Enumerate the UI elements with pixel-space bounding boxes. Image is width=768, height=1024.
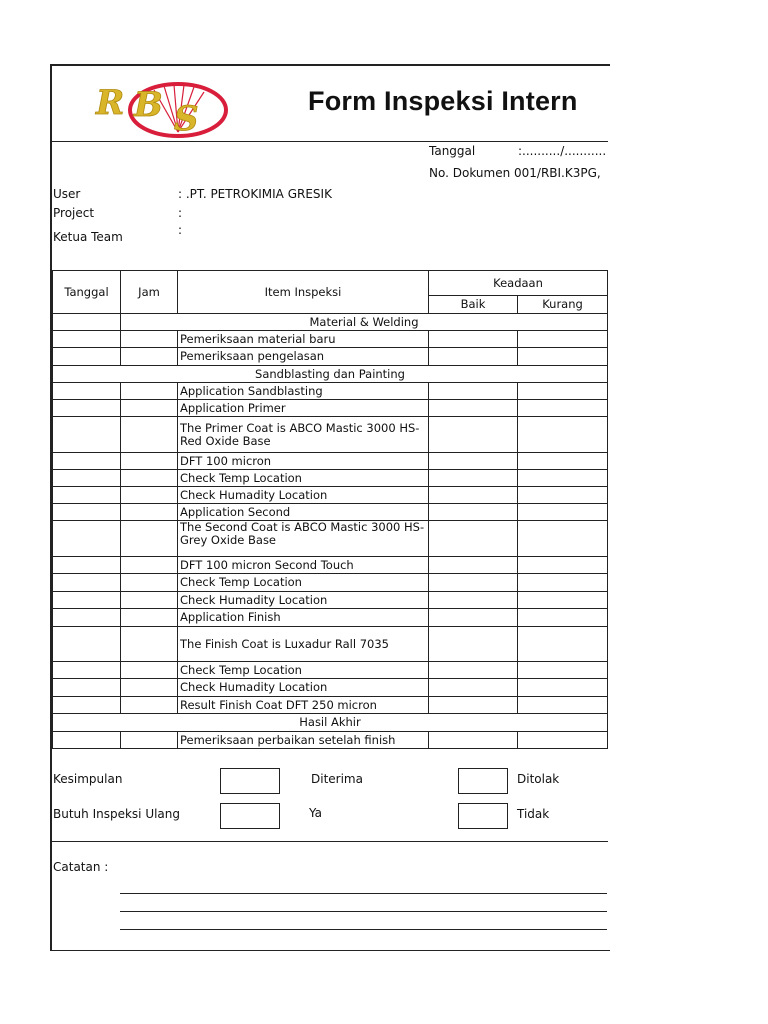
- ya-label: Ya: [309, 806, 323, 820]
- cell-kurang[interactable]: [518, 470, 608, 487]
- project-label: Project: [53, 206, 95, 220]
- cell-baik[interactable]: [429, 400, 518, 417]
- item-label: DFT 100 micron Second Touch: [178, 557, 429, 574]
- cell-jam[interactable]: [121, 679, 178, 697]
- table-row: [53, 609, 608, 627]
- cell-jam[interactable]: [121, 521, 178, 557]
- cell-baik[interactable]: [429, 609, 518, 627]
- user-value[interactable]: : .PT. PETROKIMIA GRESIK: [178, 187, 332, 201]
- catatan-line-2[interactable]: [120, 911, 607, 912]
- header-jam: Jam: [121, 271, 178, 314]
- ketua-label: Ketua Team: [53, 230, 123, 244]
- table-row: [53, 504, 608, 521]
- item-label: The Finish Coat is Luxadur Rall 7035: [178, 627, 429, 662]
- cell-tanggal[interactable]: [53, 504, 121, 521]
- table-row: [53, 417, 608, 453]
- cell-kurang[interactable]: [518, 697, 608, 714]
- catatan-label: Catatan :: [53, 860, 109, 874]
- tidak-label: Tidak: [517, 807, 550, 821]
- cell-baik[interactable]: [429, 679, 518, 697]
- cell-baik[interactable]: [429, 574, 518, 592]
- cell-baik[interactable]: [429, 470, 518, 487]
- cell-jam[interactable]: [121, 383, 178, 400]
- cell-tanggal[interactable]: [53, 574, 121, 592]
- user-label: User: [53, 187, 81, 201]
- item-label: DFT 100 micron: [178, 453, 429, 470]
- header-baik: Baik: [429, 296, 518, 314]
- header-divider: [52, 141, 608, 142]
- table-row: [53, 732, 608, 749]
- section-row: [53, 314, 608, 331]
- section-material: Material & Welding: [121, 314, 608, 331]
- cell-jam[interactable]: [121, 662, 178, 679]
- cell-tanggal[interactable]: [53, 331, 121, 348]
- cell-jam[interactable]: [121, 331, 178, 348]
- table-row: [53, 521, 608, 557]
- item-label: Check Temp Location: [178, 574, 429, 592]
- ditolak-checkbox[interactable]: [458, 768, 508, 794]
- header-tanggal: Tanggal: [53, 271, 121, 314]
- table-row: [53, 662, 608, 679]
- kesimpulan-label: Kesimpulan: [53, 772, 123, 786]
- section-row: [53, 714, 608, 732]
- cell-jam[interactable]: [121, 504, 178, 521]
- cell-baik[interactable]: [429, 331, 518, 348]
- cell-tanggal[interactable]: [53, 453, 121, 470]
- cell-jam[interactable]: [121, 574, 178, 592]
- svg-text:B: B: [134, 85, 163, 125]
- item-label: Application Primer: [178, 400, 429, 417]
- item-label: Pemeriksaan perbaikan setelah finish: [178, 732, 429, 749]
- item-label: Check Humadity Location: [178, 679, 429, 697]
- cell-baik[interactable]: [429, 662, 518, 679]
- svg-text:S: S: [174, 99, 199, 138]
- cell-tanggal[interactable]: [53, 417, 121, 453]
- diterima-label: Diterima: [311, 772, 363, 786]
- cell-tanggal[interactable]: [53, 592, 121, 609]
- section-hasil: Hasil Akhir: [53, 714, 608, 732]
- cell-tanggal[interactable]: [53, 662, 121, 679]
- cell-tanggal[interactable]: [53, 732, 121, 749]
- table-row: [53, 453, 608, 470]
- catatan-line-1[interactable]: [120, 893, 607, 894]
- table-row: [53, 400, 608, 417]
- cell-jam[interactable]: [121, 592, 178, 609]
- cell-kurang[interactable]: [518, 574, 608, 592]
- cell-jam[interactable]: [121, 732, 178, 749]
- cell-baik[interactable]: [429, 383, 518, 400]
- cell-baik[interactable]: [429, 453, 518, 470]
- table-row: [53, 348, 608, 366]
- cell-baik[interactable]: [429, 697, 518, 714]
- cell-baik[interactable]: [429, 592, 518, 609]
- item-label: Result Finish Coat DFT 250 micron: [178, 697, 429, 714]
- item-label: Check Temp Location: [178, 662, 429, 679]
- cell-tanggal[interactable]: [53, 470, 121, 487]
- tanggal-label: Tanggal: [429, 144, 476, 158]
- cell-jam[interactable]: [121, 487, 178, 504]
- cell-kurang[interactable]: [518, 383, 608, 400]
- header-item: Item Inspeksi: [178, 271, 429, 314]
- cell-kurang[interactable]: [518, 521, 608, 557]
- tanggal-value[interactable]: :........../...........: [518, 144, 607, 158]
- ya-checkbox[interactable]: [220, 803, 280, 829]
- table-row: [53, 679, 608, 697]
- item-label: The Second Coat is ABCO Mastic 3000 HS-Grey Oxide Base: [178, 521, 429, 557]
- svg-text:R: R: [96, 83, 125, 123]
- cell-tanggal[interactable]: [53, 314, 121, 331]
- cell-jam[interactable]: [121, 627, 178, 662]
- cell-tanggal[interactable]: [53, 400, 121, 417]
- dokumen-number: No. Dokumen 001/RBI.K3PG,: [429, 166, 601, 180]
- cell-tanggal[interactable]: [53, 487, 121, 504]
- item-label: Application Second: [178, 504, 429, 521]
- section-row: [53, 366, 608, 383]
- cell-kurang[interactable]: [518, 400, 608, 417]
- cell-tanggal[interactable]: [53, 679, 121, 697]
- cell-jam[interactable]: [121, 470, 178, 487]
- header-kurang: Kurang: [518, 296, 608, 314]
- cell-jam[interactable]: [121, 557, 178, 574]
- table-row: [53, 331, 608, 348]
- table-row: [53, 470, 608, 487]
- cell-kurang[interactable]: [518, 679, 608, 697]
- cell-baik[interactable]: [429, 521, 518, 557]
- table-row: [53, 592, 608, 609]
- cell-kurang[interactable]: [518, 417, 608, 453]
- project-value[interactable]: :: [178, 206, 183, 220]
- cell-tanggal[interactable]: [53, 557, 121, 574]
- cell-kurang[interactable]: [518, 331, 608, 348]
- cell-kurang[interactable]: [518, 504, 608, 521]
- cell-baik[interactable]: [429, 504, 518, 521]
- section-sandblasting: Sandblasting dan Painting: [53, 366, 608, 383]
- table-row: [53, 697, 608, 714]
- cell-tanggal[interactable]: [53, 627, 121, 662]
- cell-kurang[interactable]: [518, 662, 608, 679]
- cell-tanggal[interactable]: [53, 697, 121, 714]
- cell-jam[interactable]: [121, 417, 178, 453]
- cell-tanggal[interactable]: [53, 383, 121, 400]
- cell-kurang[interactable]: [518, 609, 608, 627]
- item-label: Application Finish: [178, 609, 429, 627]
- cell-tanggal[interactable]: [53, 521, 121, 557]
- cell-baik[interactable]: [429, 732, 518, 749]
- cell-jam[interactable]: [121, 453, 178, 470]
- cell-kurang[interactable]: [518, 557, 608, 574]
- item-label: Check Temp Location: [178, 470, 429, 487]
- ditolak-label: Ditolak: [517, 772, 560, 786]
- cell-kurang[interactable]: [518, 627, 608, 662]
- catatan-line-3[interactable]: [120, 929, 607, 930]
- cell-baik[interactable]: [429, 348, 518, 366]
- cell-kurang[interactable]: [518, 592, 608, 609]
- inspection-table: [52, 270, 608, 749]
- cell-tanggal[interactable]: [53, 348, 121, 366]
- table-row: [53, 487, 608, 504]
- ketua-value[interactable]: :: [178, 223, 183, 237]
- cell-tanggal[interactable]: [53, 609, 121, 627]
- cell-kurang[interactable]: [518, 348, 608, 366]
- butuh-inspeksi-label: Butuh Inspeksi Ulang: [53, 807, 181, 821]
- catatan-divider: [52, 841, 608, 842]
- cell-kurang[interactable]: [518, 453, 608, 470]
- rbs-logo: [94, 72, 230, 138]
- cell-kurang[interactable]: [518, 732, 608, 749]
- item-label: Pemeriksaan material baru: [178, 331, 429, 348]
- cell-baik[interactable]: [429, 487, 518, 504]
- item-label: Application Sandblasting: [178, 383, 429, 400]
- item-label: Check Humadity Location: [178, 592, 429, 609]
- diterima-checkbox[interactable]: [220, 768, 280, 794]
- cell-jam[interactable]: [121, 697, 178, 714]
- cell-jam[interactable]: [121, 609, 178, 627]
- table-row: [53, 383, 608, 400]
- cell-baik[interactable]: [429, 627, 518, 662]
- cell-jam[interactable]: [121, 400, 178, 417]
- tidak-checkbox[interactable]: [458, 803, 508, 829]
- table-row: [53, 574, 608, 592]
- cell-kurang[interactable]: [518, 487, 608, 504]
- item-label: The Primer Coat is ABCO Mastic 3000 HS-Red Oxide Base: [178, 417, 429, 453]
- cell-jam[interactable]: [121, 348, 178, 366]
- table-row: [53, 627, 608, 662]
- cell-baik[interactable]: [429, 417, 518, 453]
- item-label: Pemeriksaan pengelasan: [178, 348, 429, 366]
- table-row: [53, 557, 608, 574]
- header-keadaan: Keadaan: [429, 271, 608, 296]
- cell-baik[interactable]: [429, 557, 518, 574]
- item-label: Check Humadity Location: [178, 487, 429, 504]
- form-title: Form Inspeksi Intern: [308, 86, 578, 116]
